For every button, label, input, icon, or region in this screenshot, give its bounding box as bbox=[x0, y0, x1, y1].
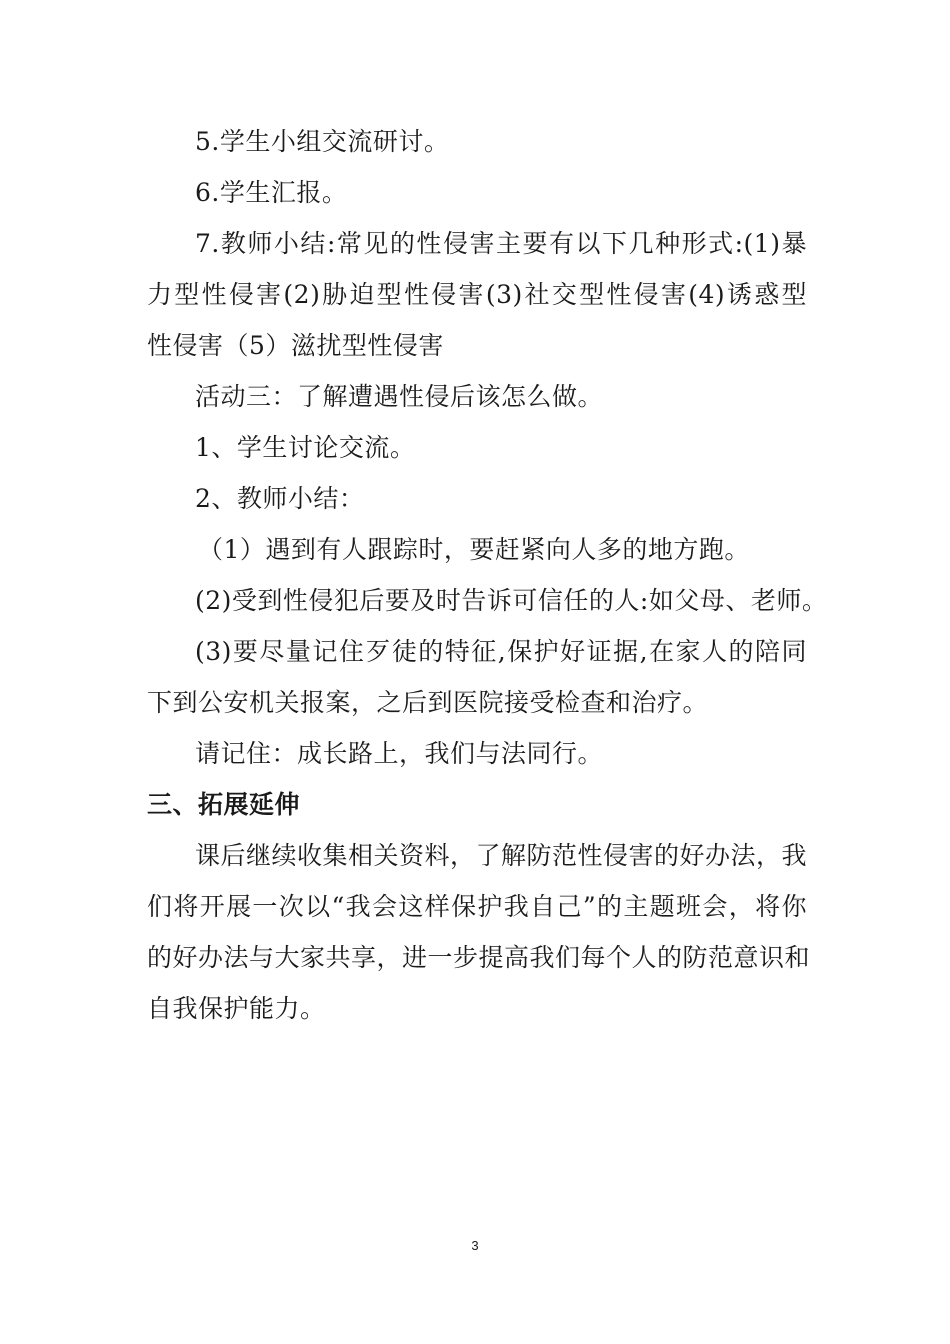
paragraph-line: 的好办法与大家共享，进一步提高我们每个人的防范意识和 bbox=[147, 943, 811, 972]
paragraph-line: 课后继续收集相关资料，了解防范性侵害的好办法，我 bbox=[195, 841, 808, 870]
paragraph-line: 性侵害（5）滋扰型性侵害 bbox=[147, 331, 444, 360]
paragraph-line: 1、学生讨论交流。 bbox=[195, 433, 416, 462]
paragraph-line: 自我保护能力。 bbox=[147, 994, 326, 1023]
paragraph-line: （1）遇到有人跟踪时，要赶紧向人多的地方跑。 bbox=[198, 535, 750, 564]
page-number: 3 bbox=[471, 1238, 479, 1253]
paragraph-line: 下到公安机关报案，之后到医院接受检查和治疗。 bbox=[147, 688, 709, 717]
paragraph-line: 6.学生汇报。 bbox=[195, 178, 348, 207]
paragraph-line: 请记住：成长路上，我们与法同行。 bbox=[195, 739, 604, 768]
paragraph-line: (2)受到性侵犯后要及时告诉可信任的人:如父母、老师。 bbox=[195, 586, 828, 615]
paragraph-line: 5.学生小组交流研讨。 bbox=[195, 127, 450, 156]
paragraph-line: (3)要尽量记住歹徒的特征,保护好证据,在家人的陪同 bbox=[195, 637, 807, 666]
paragraph-line: 活动三：了解遭遇性侵后该怎么做。 bbox=[195, 382, 604, 411]
paragraph-line: 2、教师小结： bbox=[195, 484, 365, 513]
section-heading: 三、拓展延伸 bbox=[147, 790, 301, 819]
paragraph-line: 力型性侵害(2)胁迫型性侵害(3)社交型性侵害(4)诱惑型 bbox=[147, 280, 807, 309]
paragraph-line: 7.教师小结:常见的性侵害主要有以下几种形式:(1)暴 bbox=[195, 229, 807, 258]
paragraph-line: 们将开展一次以“我会这样保护我自己”的主题班会，将你 bbox=[147, 892, 807, 921]
